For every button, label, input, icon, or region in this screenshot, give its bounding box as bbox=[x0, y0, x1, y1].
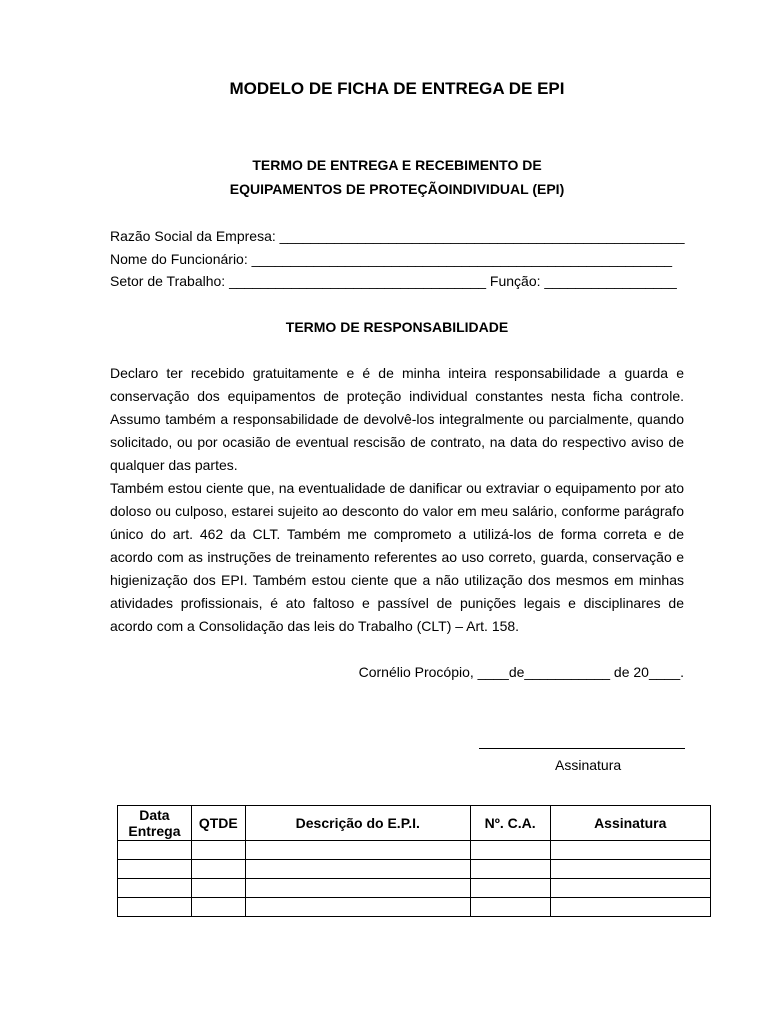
cell-qtde[interactable] bbox=[191, 860, 245, 879]
subtitle-line-1: TERMO DE ENTREGA E RECEBIMENTO DE bbox=[252, 157, 542, 173]
cell-assinatura[interactable] bbox=[550, 860, 711, 879]
header-ca: Nº. C.A. bbox=[470, 806, 550, 841]
paragraph-1: Declaro ter recebido gratuitamente e é de minha inteira responsabilidade a guarda e conservação dos equipamentos de proteção individual constantes nesta ficha controle. Assumo também a responsabilidade de devolvê-los integralmente ou parcialmente, quando solicitado, ou por ocasião de eventual rescisão de contrato, na data do respectivo aviso de qualquer das partes. bbox=[110, 365, 684, 473]
cell-assinatura[interactable] bbox=[550, 841, 711, 860]
cell-descricao[interactable] bbox=[245, 841, 470, 860]
setor-funcao-field: Setor de Trabalho: _________________________________ Função: _________________ bbox=[110, 273, 677, 289]
cell-descricao[interactable] bbox=[245, 860, 470, 879]
cell-data[interactable] bbox=[118, 860, 192, 879]
table-header-row bbox=[118, 806, 711, 841]
epi-delivery-table bbox=[117, 805, 711, 917]
signature-line bbox=[479, 748, 685, 749]
cell-assinatura[interactable] bbox=[550, 898, 711, 917]
cell-assinatura[interactable] bbox=[550, 879, 711, 898]
cell-qtde[interactable] bbox=[191, 898, 245, 917]
cell-ca[interactable] bbox=[470, 841, 550, 860]
header-qtde: QTDE bbox=[191, 806, 245, 841]
table-row bbox=[118, 879, 711, 898]
cell-descricao[interactable] bbox=[245, 898, 470, 917]
table-row bbox=[118, 898, 711, 917]
paragraph-2: Também estou ciente que, na eventualidade de danificar ou extraviar o equipamento por ato doloso ou culposo, estarei sujeito ao desconto do valor em meu salário, conforme parágrafo único do art. 462 da CLT. Também me comprometo a utilizá-los de forma correta e de acordo com as instruções de treinamento referentes ao uso correto, guarda, conservação e higienização dos EPI. Também estou ciente que a não utilização dos mesmos em minhas atividades profissionais, é ato faltoso e passível de punições legais e disciplinares de acordo com a Consolidação das leis do Trabalho (CLT) – Art. 158. bbox=[110, 480, 684, 634]
header-data-line1: Data bbox=[139, 807, 170, 823]
cell-data[interactable] bbox=[118, 898, 192, 917]
subtitle-line-2: EQUIPAMENTOS DE PROTEÇÃOINDIVIDUAL (EPI) bbox=[229, 181, 565, 197]
cell-data[interactable] bbox=[118, 879, 192, 898]
responsabilidade-text bbox=[110, 362, 684, 638]
responsabilidade-title: TERMO DE RESPONSABILIDADE bbox=[285, 319, 509, 335]
table-row bbox=[118, 860, 711, 879]
cell-ca[interactable] bbox=[470, 879, 550, 898]
nome-funcionario-field: Nome do Funcionário: ______________________________________________________ bbox=[110, 251, 673, 267]
header-data-line2: Entrega bbox=[128, 823, 181, 839]
cell-qtde[interactable] bbox=[191, 841, 245, 860]
cell-data[interactable] bbox=[118, 841, 192, 860]
header-data-entrega bbox=[118, 806, 192, 841]
page-title: MODELO DE FICHA DE ENTREGA DE EPI bbox=[229, 79, 565, 98]
cell-descricao[interactable] bbox=[245, 879, 470, 898]
header-descricao: Descrição do E.P.I. bbox=[245, 806, 470, 841]
header-assinatura: Assinatura bbox=[550, 806, 711, 841]
table-row bbox=[118, 841, 711, 860]
cell-qtde[interactable] bbox=[191, 879, 245, 898]
cell-ca[interactable] bbox=[470, 898, 550, 917]
razao-social-field: Razão Social da Empresa: ____________________________________________________ bbox=[110, 228, 685, 244]
cell-ca[interactable] bbox=[470, 860, 550, 879]
signature-label: Assinatura bbox=[555, 757, 622, 773]
date-line: Cornélio Procópio, ____de___________ de 20____. bbox=[358, 664, 684, 680]
